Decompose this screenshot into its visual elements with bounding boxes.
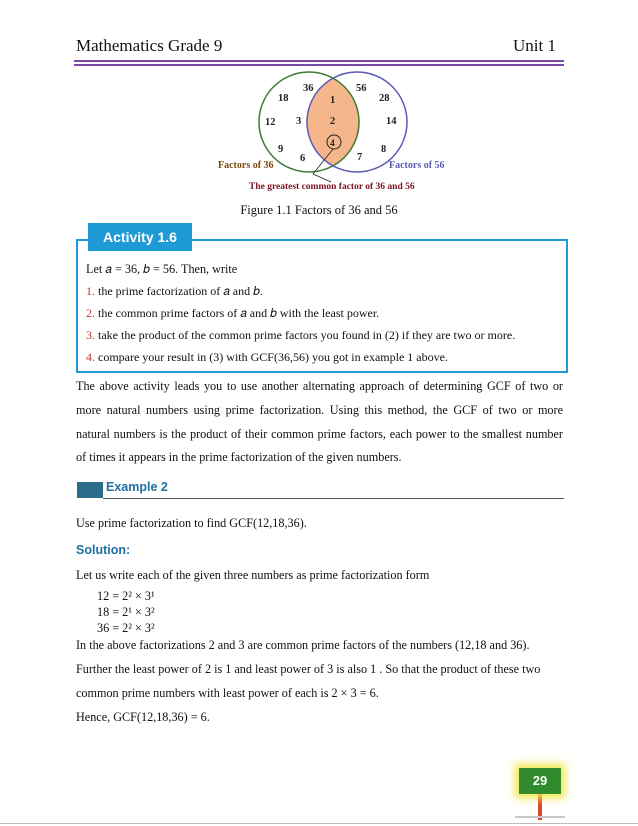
explanation-line: In the above factorizations 2 and 3 are common prime factors of the numbers (12,18 and 36).	[76, 638, 530, 652]
venn-num: 9	[278, 144, 284, 155]
venn-num: 1	[330, 95, 336, 106]
gcf-label: The greatest common factor of 36 and 56	[249, 182, 415, 192]
activity-item-text: the common prime factors of 𝑎 and 𝑏 with the least power.	[98, 306, 380, 320]
activity-item-text: the prime factorization of 𝑎 and 𝑏.	[98, 284, 263, 298]
venn-diagram	[0, 0, 638, 200]
example-label: Example 2	[106, 480, 168, 494]
equation: 36 = 2² × 3²	[97, 621, 155, 635]
page-number: 29	[532, 773, 548, 788]
activity-item-number: 4.	[86, 350, 95, 364]
activity-item-text: compare your result in (3) with GCF(36,56) you got in example 1 above.	[98, 350, 448, 364]
venn-num: 28	[379, 93, 390, 104]
header-unit: Unit 1	[513, 36, 556, 55]
venn-num: 18	[278, 93, 289, 104]
venn-num: 36	[303, 83, 314, 94]
example-tab	[77, 482, 103, 498]
venn-num: 3	[296, 116, 302, 127]
venn-num: 14	[386, 116, 397, 127]
activity-item-number: 1.	[86, 284, 95, 298]
gcf-pointer-line	[313, 174, 331, 182]
example-rule	[103, 498, 564, 499]
venn-num: 56	[356, 83, 367, 94]
equation: 12 = 2² × 3¹	[97, 589, 155, 603]
example-question: Use prime factorization to find GCF(12,18,36).	[76, 516, 307, 530]
activity-item-text: take the product of the common prime factors you found in (2) if they are two or more.	[98, 328, 516, 342]
activity-item-number: 3.	[86, 328, 95, 342]
header-title: Mathematics Grade 9	[76, 36, 223, 55]
page-sign-base	[515, 816, 565, 818]
body-paragraph: The above activity leads you to use another alternating approach of determining GCF of two or more natural numbers using prime factorization. Using this method, the GCF of two or more natural numbers is the product of their common prime factors, each power to the smallest number of times it appears in the prime factorization of the given numbers.	[76, 379, 563, 465]
bottom-rule	[0, 823, 638, 824]
venn-num: 12	[265, 117, 276, 128]
activity-item-number: 2.	[86, 306, 95, 320]
activity-item	[86, 350, 448, 365]
venn-num: 8	[381, 144, 387, 155]
solution-intro: Let us write each of the given three numbers as prime factorization form	[76, 568, 430, 582]
explanation-line: common prime numbers with least power of each is 2 × 3 = 6.	[76, 686, 379, 700]
activity-title: Activity 1.6	[88, 223, 192, 251]
conclusion: Hence, GCF(12,18,36) = 6.	[76, 710, 210, 724]
explanation-line: Further the least power of 2 is 1 and least power of 3 is also 1 . So that the product of these two	[76, 662, 541, 676]
equation: 18 = 2¹ × 3²	[97, 605, 155, 619]
activity-intro: Let 𝑎 = 36, 𝑏 = 56. Then, write	[86, 262, 238, 276]
right-set-label: Factors of 56	[389, 160, 445, 171]
left-set-label: Factors of 36	[218, 160, 274, 171]
figure-caption: Figure 1.1 Factors of 36 and 56	[240, 203, 398, 217]
activity-item	[86, 328, 515, 343]
solution-label: Solution:	[76, 543, 131, 557]
activity-item	[86, 306, 379, 321]
venn-num: 6	[300, 153, 306, 164]
activity-item	[86, 284, 263, 299]
venn-num: 2	[330, 116, 336, 127]
venn-num: 7	[357, 152, 363, 163]
venn-num: 4	[330, 139, 335, 149]
